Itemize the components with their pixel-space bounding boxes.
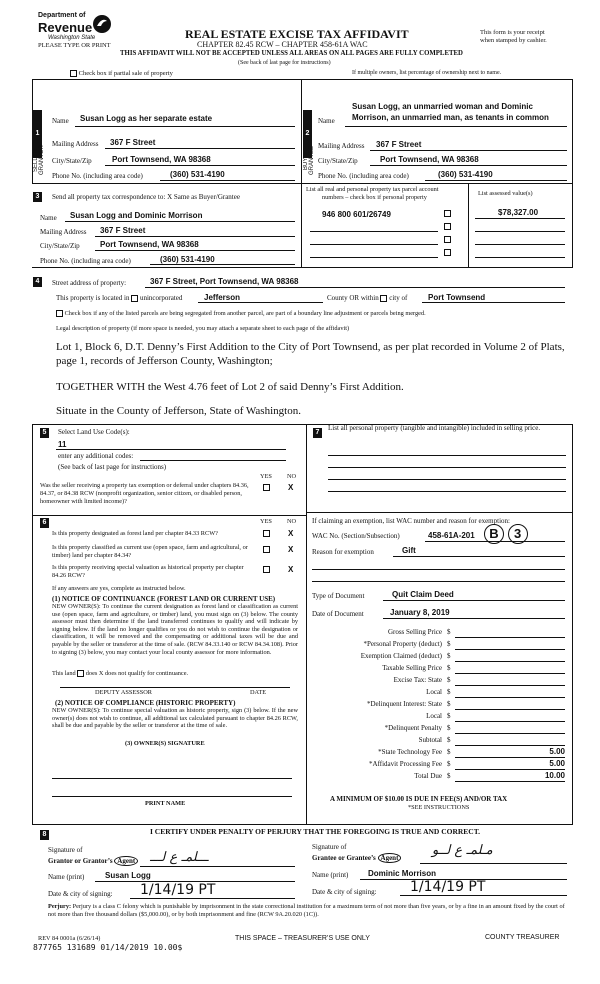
grantor-date-label: Date & city of signing: xyxy=(48,890,113,898)
agency-department: Department of xyxy=(38,12,86,19)
notice-2-body: NEW OWNER(S): To continue special valuation as historic property, sign (3) below. If the new owner(s) does not wish to continue, all additional tax calculated pursuant to chapter 84.26 RCW, shall be due and payable by the seller or transferor at the time of sale. xyxy=(52,707,298,730)
divider xyxy=(65,221,295,222)
buyer-phone-label: Phone No. (including area code) xyxy=(318,172,409,180)
see-instructions-note: *SEE INSTRUCTIONS xyxy=(408,804,470,811)
divider xyxy=(455,745,565,746)
city-of-checkbox[interactable] xyxy=(380,295,387,302)
parcel-personal-checkbox-1[interactable] xyxy=(444,210,451,217)
parcel-personal-checkbox-3[interactable] xyxy=(444,236,451,243)
section-2-marker: 2 xyxy=(303,110,312,158)
this-land-label: This land xyxy=(52,670,76,677)
grantor-signature: ـــلمـ ﻉ ﻟـــ xyxy=(150,850,209,865)
divider xyxy=(52,796,292,797)
assessed-value: $78,327.00 xyxy=(498,208,539,217)
receipt-note-1: This form is your receipt xyxy=(480,29,545,36)
treasurer-space-label: THIS SPACE – TREASURER’S USE ONLY xyxy=(235,935,370,942)
divider xyxy=(95,236,295,237)
tax-dollar: $ xyxy=(447,748,451,756)
tax-dollar: $ xyxy=(447,628,451,636)
section-1-marker: 1 xyxy=(33,110,42,158)
minimum-fee-note: A MINIMUM OF $10.00 IS DUE IN FEE(S) AND/OR TAX xyxy=(330,795,508,803)
correspondence-name: Susan Logg and Dominic Morrison xyxy=(70,211,203,220)
tax-row-label: Subtotal xyxy=(418,736,442,744)
seller-side-label: SELLER GRANTOR xyxy=(33,145,45,175)
grantee-signature: ﻣـلمـ ﻉ ﻟــﻮ xyxy=(432,843,493,858)
grantor-print-name: Susan Logg xyxy=(105,871,151,880)
divider xyxy=(572,424,573,824)
exemption-question: Was the seller receiving a property tax exemption or deferral under chapters 84.36, 84.37, or 84.38 RCW (nonprofit organization, senior citizen, or disabled person, homeowner with limited income)? xyxy=(40,482,249,505)
buyer-name-label: Name xyxy=(318,117,335,125)
tax-row-value: 10.00 xyxy=(544,771,565,780)
perjury-label: Perjury: xyxy=(48,903,72,910)
divider xyxy=(75,126,295,127)
print-note: PLEASE TYPE OR PRINT xyxy=(38,42,111,49)
county-or-row xyxy=(327,294,407,302)
located-label: This property is located in xyxy=(56,294,130,302)
legal-description-2: TOGETHER WITH the West 4.76 feet of Lot 2 of said Denny’s First Addition. xyxy=(56,381,404,393)
owner-signature-label: (3) OWNER(S) SIGNATURE xyxy=(125,740,205,747)
divider xyxy=(32,424,33,824)
divider xyxy=(328,467,566,468)
land-use-see-back: (See back of last page for instructions) xyxy=(58,463,167,471)
buyer-name-line-2: Morrison, an unmarried man, as tenants in common xyxy=(352,113,549,122)
buyer-phone: (360) 531-4190 xyxy=(438,170,493,179)
tax-dollar: $ xyxy=(447,676,451,684)
section-5-marker: 5 xyxy=(40,428,49,438)
divider xyxy=(455,769,565,770)
correspondence-phone-label: Phone No. (including area code) xyxy=(40,257,131,265)
seller-phone-label: Phone No. (including area code) xyxy=(52,172,143,180)
divider xyxy=(150,264,295,265)
correspondence-city-label: City/State/Zip xyxy=(40,242,80,250)
divider xyxy=(455,709,565,710)
multiple-owners-note: If multiple owners, list percentage of ownership next to name. xyxy=(352,70,502,76)
grantee-signature-label-2: Grantee or Grantee’s xyxy=(312,854,376,862)
tax-dollar: $ xyxy=(447,640,451,648)
doc-date: January 8, 2019 xyxy=(390,608,450,617)
correspondence-city: Port Townsend, WA 98368 xyxy=(100,240,199,249)
divider xyxy=(383,618,565,619)
street-label: Street address of property: xyxy=(52,279,127,287)
tax-row-label: Excise Tax: State xyxy=(393,676,442,684)
parcel-header-2: numbers – check box if personal property xyxy=(322,194,427,201)
tax-row-label: *Personal Property (deduct) xyxy=(363,640,442,648)
tax-row-value: 5.00 xyxy=(549,759,565,768)
section-8-marker: 8 xyxy=(40,830,49,840)
grantee-date-label: Date & city of signing: xyxy=(312,888,377,896)
exemption-claim-label: If claiming an exemption, list WAC number and reason for exemption: xyxy=(312,517,510,525)
tax-dollar: $ xyxy=(447,736,451,744)
divider xyxy=(301,79,302,267)
forest-question-2: Is this property classified as current use (open space, farm and agricultural, or timber) land per chapter 84.34? xyxy=(52,544,248,559)
divider xyxy=(475,244,565,245)
instructions-note: (See back of last page for instructions) xyxy=(238,60,331,66)
seller-name: Susan Logg as her separate estate xyxy=(80,114,213,123)
forest-no: NO xyxy=(287,518,297,525)
divider xyxy=(455,685,565,686)
partial-sale-checkbox[interactable] xyxy=(70,70,77,77)
legal-description-1: Lot 1, Block 6, D.T. Denny’s First Addition to the City of Port Townsend, as per plat recorded in Volume 2 of Plats, page 1, records of Jefferson County, Washington; xyxy=(56,341,565,367)
city-of-label: city of xyxy=(389,294,408,302)
date-label: DATE xyxy=(250,689,267,696)
divider xyxy=(393,556,565,557)
buyer-mailing: 367 F Street xyxy=(376,140,422,149)
grantee-signature-row xyxy=(312,853,401,863)
wac-3-circle: 3 xyxy=(508,524,528,544)
divider xyxy=(425,180,567,181)
grantee-print-label: Name (print) xyxy=(312,871,349,879)
divider xyxy=(345,126,567,127)
divider xyxy=(328,455,566,456)
divider xyxy=(468,183,469,267)
forest-answer-1: X xyxy=(288,529,294,538)
receipt-note-2: when stamped by cashier. xyxy=(480,37,547,44)
personal-property-label: List all personal property (tangible and intangible) included in selling price. xyxy=(328,424,541,432)
tax-row-label: Total Due xyxy=(414,772,442,780)
divider xyxy=(140,460,286,461)
divider xyxy=(32,183,573,184)
divider xyxy=(455,637,565,638)
correspondence-mailing: 367 F Street xyxy=(100,226,146,235)
legal-label: Legal description of property (if more space is needed, you may attach a separate sheet to each page of the affidavit) xyxy=(56,325,350,332)
correspondence-phone: (360) 531-4190 xyxy=(160,255,215,264)
grantee-signature-label-1: Signature of xyxy=(312,843,347,851)
parcel-personal-checkbox-2[interactable] xyxy=(444,223,451,230)
divider xyxy=(455,781,565,782)
tax-row-label: *State Technology Fee xyxy=(378,748,442,756)
section-4-marker: 4 xyxy=(33,277,42,287)
divider xyxy=(400,895,567,896)
land-use-yes: YES xyxy=(260,473,272,480)
divider xyxy=(306,512,572,513)
form-number: REV 84 0001a (6/26/14) xyxy=(38,935,101,942)
divider xyxy=(455,697,565,698)
located-row xyxy=(56,294,182,302)
divider xyxy=(160,180,295,181)
wac-label: WAC No. (Section/Subsection) xyxy=(312,532,400,540)
divider xyxy=(475,231,565,232)
divider xyxy=(56,449,286,450)
divider xyxy=(312,581,565,582)
notice-1-body: NEW OWNER(S): To continue the current designation as forest land or classification as current use (open space, farm and agriculture, or timber) land, you must sign on (3) below. The county assessor must then determine if the land transferred continues to qualify and will indicate by signing below. If the land no longer qualifies or you do not wish to continue the designation or classification, it will be removed and the compensating or additional taxes will be due and payable by the seller or transferor at the time of sale. (RCW 84.33.140 or RCW 84.34.108). Prior to signing (3) below, you may contact your local county assessor for more information. xyxy=(52,603,298,656)
tax-dollar: $ xyxy=(447,760,451,768)
tax-dollar: $ xyxy=(447,700,451,708)
wac-number: 458-61A-201 xyxy=(428,531,475,540)
forest-question-3: Is this property receiving special valuation as historical property per chapter 84.26 RCW? xyxy=(52,564,244,579)
land-use-code: 11 xyxy=(58,440,67,449)
doc-date-label: Date of Document xyxy=(312,610,364,618)
divider xyxy=(455,673,565,674)
grantor-signature-row xyxy=(48,856,138,866)
divider xyxy=(455,721,565,722)
tax-dollar: $ xyxy=(447,712,451,720)
grantor-signature-label-2: Grantor or Grantor’s xyxy=(48,857,113,865)
buyer-mailing-label: Mailing Address xyxy=(318,142,365,150)
land-does-not-label: X does not qualify for continuance. xyxy=(98,670,189,677)
grantee-date: 1/14/19 PT xyxy=(410,879,486,895)
parcel-header-1: List all real and personal property tax parcel account xyxy=(306,186,439,193)
section-3-marker: 3 xyxy=(33,192,42,202)
form-title: REAL ESTATE EXCISE TAX AFFIDAVIT xyxy=(185,27,409,41)
warning-text: THIS AFFIDAVIT WILL NOT BE ACCEPTED UNLESS ALL AREAS ON ALL PAGES ARE FULLY COMPLETED xyxy=(120,50,463,57)
land-use-additional: enter any additional codes: xyxy=(58,452,134,460)
certify-title: I CERTIFY UNDER PENALTY OF PERJURY THAT THE FOREGOING IS TRUE AND CORRECT. xyxy=(150,827,481,836)
forest-q3-yes-checkbox[interactable] xyxy=(263,566,270,573)
tax-row-label: *Delinquent Interest: State xyxy=(366,700,442,708)
land-use-no: NO xyxy=(287,473,297,480)
assessed-header: List assessed value(s) xyxy=(478,190,533,197)
agency-name: Revenue xyxy=(38,20,93,35)
doc-type: Quit Claim Deed xyxy=(392,590,454,599)
divider xyxy=(475,218,565,219)
forest-q1-yes-checkbox[interactable] xyxy=(263,530,270,537)
divider xyxy=(425,541,565,542)
cashier-stamp: 877765 131689 01/14/2019 10.00$ xyxy=(33,943,183,952)
divider xyxy=(370,165,567,166)
reason-label: Reason for exemption xyxy=(312,548,374,556)
tax-dollar: $ xyxy=(447,688,451,696)
grantor-signature-label-1: Signature of xyxy=(48,846,83,854)
divider xyxy=(198,302,323,303)
divider xyxy=(32,824,573,825)
seller-city: Port Townsend, WA 98368 xyxy=(112,155,211,164)
wa-logo-icon xyxy=(92,14,112,34)
partial-sale-label: Check box if partial sale of property xyxy=(78,70,173,77)
divider xyxy=(328,491,566,492)
county-or-label: County OR within xyxy=(327,294,379,302)
seller-name-label: Name xyxy=(52,117,69,125)
doc-type-label: Type of Document xyxy=(312,592,365,600)
perjury-notice xyxy=(48,903,573,919)
divider xyxy=(572,79,573,267)
divider xyxy=(312,569,565,570)
divider xyxy=(32,79,573,80)
parcel-number: 946 800 601/26749 xyxy=(322,210,391,219)
buyer-city: Port Townsend, WA 98368 xyxy=(380,155,479,164)
forest-question-1: Is this property designated as forest land per chapter 84.33 RCW? xyxy=(52,530,218,537)
divider xyxy=(306,424,307,824)
tax-row-label: Taxable Selling Price xyxy=(382,664,442,672)
divider xyxy=(95,250,295,251)
unincorporated-checkbox[interactable] xyxy=(131,295,138,302)
section-7-marker: 7 xyxy=(313,428,322,438)
divider xyxy=(105,148,295,149)
grantor-date: 1/14/19 PT xyxy=(140,882,216,898)
segregated-checkbox[interactable] xyxy=(56,310,63,317)
divider xyxy=(455,757,565,758)
property-county: Jefferson xyxy=(204,293,241,302)
divider xyxy=(310,257,438,258)
segregated-label: Check box if any of the listed parcels are being segregated from another parcel, are part of a boundary line adjustment or parcels being merged. xyxy=(64,310,426,317)
divider xyxy=(455,733,565,734)
parcel-personal-checkbox-4[interactable] xyxy=(444,249,451,256)
divider xyxy=(32,267,573,268)
perjury-text: Perjury is a class C felony which is punishable by imprisonment in the state correctional institution for a maximum term of not more than five years, or by a fine in an amount fixed by the court of not more than five thousand dollars ($5,000.00), or by both imprisonment and fine (RCW 9A.20.020 (1C)). xyxy=(48,903,565,918)
notice-2-title: (2) NOTICE OF COMPLIANCE (HISTORIC PROPERTY) xyxy=(55,699,236,707)
divider xyxy=(475,257,565,258)
correspondence-mailing-label: Mailing Address xyxy=(40,228,87,236)
tax-row-value: 5.00 xyxy=(549,747,565,756)
divider xyxy=(420,863,567,864)
divider xyxy=(310,231,438,232)
county-treasurer-label: COUNTY TREASURER xyxy=(485,934,560,941)
grantee-print-name: Dominic Morrison xyxy=(368,869,437,878)
divider xyxy=(140,866,295,867)
land-use-label: Select Land Use Code(s): xyxy=(58,428,130,436)
partial-sale-row xyxy=(70,70,173,77)
notice-1-title: (1) NOTICE OF CONTINUANCE (FOREST LAND OR CURRENT USE) xyxy=(52,595,276,603)
divider xyxy=(52,778,292,779)
buyer-name-line-1: Susan Logg, an unmarried woman and Dominic xyxy=(352,102,533,111)
exemption-answer: X xyxy=(288,483,294,492)
deputy-assessor-label: DEPUTY ASSESSOR xyxy=(95,689,152,696)
buyer-city-label: City/State/Zip xyxy=(318,157,358,165)
divider xyxy=(455,649,565,650)
reason-value: Gift xyxy=(402,546,416,555)
tax-dollar: $ xyxy=(447,772,451,780)
legal-description-3: Situate in the County of Jefferson, State of Washington. xyxy=(56,405,301,417)
tax-dollar: $ xyxy=(447,724,451,732)
divider xyxy=(310,244,438,245)
grantee-agent-circle: Agent xyxy=(378,853,402,863)
grantor-print-label: Name (print) xyxy=(48,873,85,881)
tax-row-label: *Delinquent Penalty xyxy=(384,724,442,732)
tax-row-label: Local xyxy=(426,688,442,696)
divider xyxy=(32,515,306,516)
tax-dollar: $ xyxy=(447,664,451,672)
segregated-row xyxy=(56,310,426,317)
exemption-yes-checkbox[interactable] xyxy=(263,484,270,491)
buyer-side-label: BUYER GRANTEE xyxy=(303,145,315,175)
correspondence-name-label: Name xyxy=(40,214,57,222)
land-does-label: does xyxy=(85,670,98,677)
forest-answer-3: X xyxy=(288,565,294,574)
seller-city-label: City/State/Zip xyxy=(52,157,92,165)
divider xyxy=(422,302,565,303)
divider xyxy=(370,150,567,151)
divider xyxy=(130,898,295,899)
tax-row-label: *Affidavit Processing Fee xyxy=(369,760,442,768)
tax-row-label: Gross Selling Price xyxy=(387,628,442,636)
forest-q2-yes-checkbox[interactable] xyxy=(263,546,270,553)
divider xyxy=(328,479,566,480)
this-land-row xyxy=(52,670,188,677)
correspondence-label: Send all property tax correspondence to: X Same as Buyer/Grantee xyxy=(52,193,240,201)
form-chapter: CHAPTER 82.45 RCW – CHAPTER 458-61A WAC xyxy=(197,40,368,49)
agency-state: Washington State xyxy=(48,35,96,41)
divider xyxy=(455,661,565,662)
divider xyxy=(145,287,565,288)
section-6-marker: 6 xyxy=(40,518,49,528)
grantor-agent-circle: Agent xyxy=(114,856,138,866)
forest-yes: YES xyxy=(260,518,272,525)
tax-dollar: $ xyxy=(447,652,451,660)
forest-answer-2: X xyxy=(288,545,294,554)
property-city: Port Townsend xyxy=(428,293,486,302)
divider xyxy=(105,165,295,166)
tax-row-label: Local xyxy=(426,712,442,720)
street-address: 367 F Street, Port Townsend, WA 98368 xyxy=(150,277,299,286)
seller-mailing: 367 F Street xyxy=(110,138,156,147)
seller-mailing-label: Mailing Address xyxy=(52,140,99,148)
land-qualifies-checkbox[interactable] xyxy=(77,670,84,677)
print-name-label: PRINT NAME xyxy=(145,800,186,807)
divider xyxy=(60,687,290,688)
tax-row-label: Exemption Claimed (deduct) xyxy=(360,652,442,660)
wac-b-circle: B xyxy=(484,524,504,544)
divider xyxy=(383,600,565,601)
forest-if-yes: If any answers are yes, complete as instructed below. xyxy=(52,585,186,592)
unincorporated-label: unincorporated xyxy=(139,294,183,302)
seller-phone: (360) 531-4190 xyxy=(170,170,225,179)
